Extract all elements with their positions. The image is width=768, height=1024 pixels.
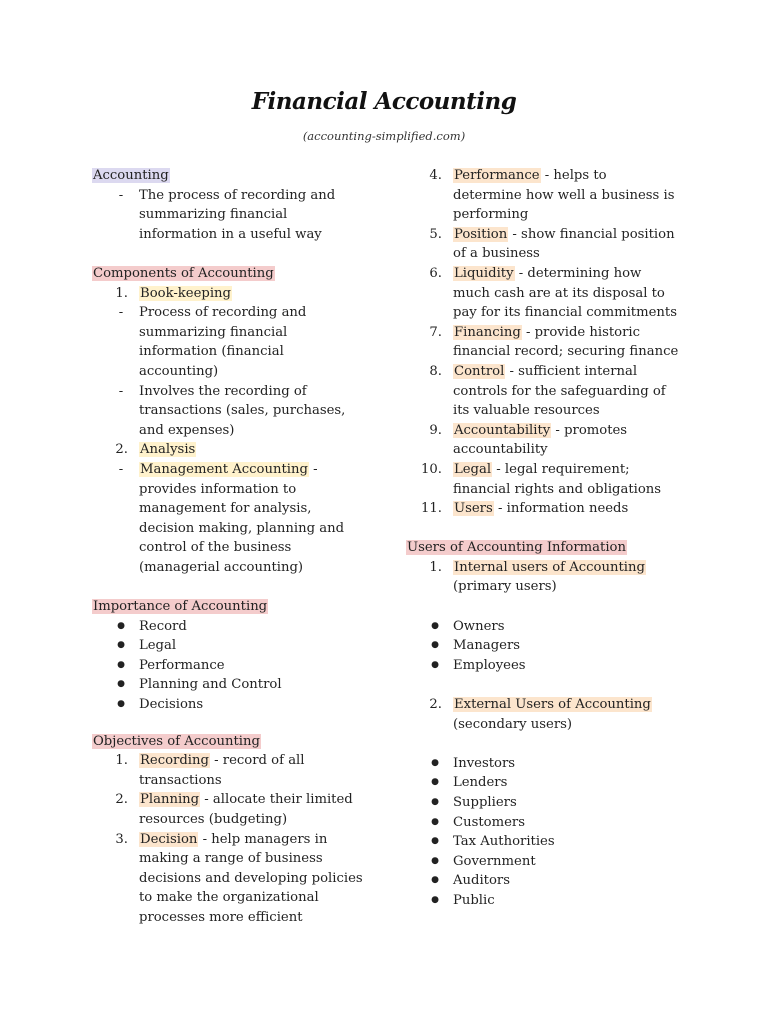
list-item: ● Public	[431, 892, 495, 908]
list-item-continuation: (secondary users)	[453, 716, 573, 732]
list-item: ● Decisions	[117, 697, 204, 713]
list-item-continuation: its valuable resources	[453, 403, 600, 419]
list-item-continuation: making a range of business	[139, 851, 323, 867]
dash-marker: -	[118, 187, 124, 203]
list-item-continuation: (managerial accounting)	[139, 559, 304, 575]
list-item-continuation: and expenses)	[139, 422, 235, 438]
list-item: ● Legal	[117, 638, 177, 654]
list-item-continuation: information in a useful way	[139, 226, 322, 242]
list-item-continuation: controls for the safeguarding of	[453, 383, 666, 399]
list-item: ● Performance	[117, 657, 225, 673]
list-item-continuation: management for analysis,	[139, 501, 312, 517]
list-item-continuation: transactions (sales, purchases,	[139, 403, 346, 419]
heading-accounting: Accounting	[93, 168, 169, 183]
list-item: 1. Book-keeping	[115, 285, 231, 301]
list-item-continuation: decision making, planning and	[139, 520, 345, 536]
right-column	[406, 166, 696, 911]
list-item-continuation: accountability	[453, 442, 548, 458]
list-item: 7. Financing - provide historic	[429, 324, 641, 340]
list-item-continuation: decisions and developing policies	[139, 870, 363, 886]
list-item-continuation: summarizing financial	[139, 207, 288, 223]
list-item: - Management Accounting -	[118, 461, 318, 477]
heading-components: Components of Accounting	[93, 265, 274, 281]
list-item: 3. Decision - help managers in	[115, 831, 328, 847]
list-item: ● Record	[92, 617, 382, 637]
list-item: 8. Control - sufficient internal	[429, 363, 638, 379]
list-item-continuation: determine how well a business is	[453, 187, 675, 203]
section-heading	[92, 166, 382, 186]
list-item: ● Government	[431, 853, 536, 869]
list-item: ● Employees	[431, 657, 526, 673]
list-item: ● Investors	[431, 755, 516, 771]
list-item: - Process of recording and	[118, 305, 307, 321]
left-column	[92, 166, 382, 928]
section-heading	[406, 538, 696, 558]
list-item-continuation: of a business	[453, 246, 540, 262]
heading-users: Users of Accounting Information	[407, 540, 626, 556]
list-item-continuation: transactions	[139, 772, 222, 788]
list-item: 10. Legal - legal requirement;	[421, 461, 630, 477]
list-item: 1. Recording - record of all	[115, 753, 305, 769]
list-item-continuation: provides information to	[139, 481, 297, 497]
list-item-continuation: (primary users)	[453, 579, 557, 595]
list-item: ● Owners	[431, 618, 505, 634]
heading-importance: Importance of Accounting	[93, 599, 268, 615]
page-subtitle: (accounting-simplified.com)	[302, 129, 466, 143]
list-item: 11. Users - information needs	[421, 501, 629, 517]
list-item: ● Customers	[431, 814, 525, 830]
section-heading	[92, 597, 382, 617]
list-item-continuation: summarizing financial	[139, 324, 288, 340]
list-item-continuation: financial rights and obligations	[453, 481, 662, 497]
list-item: 4. Performance - helps to	[429, 168, 607, 183]
page-title: Financial Accounting	[251, 88, 517, 115]
list-item-continuation: control of the business	[139, 540, 292, 556]
list-item: 1. Internal users of Accounting	[429, 559, 645, 575]
list-item: ● Suppliers	[431, 795, 517, 810]
list-item-continuation: performing	[453, 207, 529, 223]
list-item-continuation: financial record; securing finance	[453, 344, 679, 360]
bullet-marker: ●	[117, 620, 125, 631]
section-heading	[92, 264, 382, 284]
list-item: 2. External Users of Accounting	[429, 697, 651, 713]
list-item: ● Managers	[431, 638, 521, 654]
list-item: 6. Liquidity - determining how	[429, 265, 642, 281]
list-item-continuation: information (financial	[139, 344, 284, 360]
list-item-continuation: much cash are at its disposal to	[453, 285, 665, 301]
list-item: ● Lenders	[431, 775, 508, 791]
list-item-continuation: accounting)	[139, 363, 219, 379]
list-item-continuation: pay for its financial commitments	[453, 305, 677, 321]
list-item: ● Auditors	[431, 873, 510, 889]
list-item-continuation: resources (budgeting)	[139, 812, 288, 827]
list-item: 2. Planning - allocate their limited	[115, 792, 353, 808]
list-item: - The process of recording and	[92, 186, 382, 206]
list-item: 5. Position - show financial position	[429, 226, 675, 242]
section-heading	[92, 732, 382, 752]
list-item: - Involves the recording of	[118, 383, 307, 399]
list-item: 9. Accountability - promotes	[429, 422, 628, 438]
list-item: 2. Analysis	[115, 442, 196, 458]
list-item-continuation: to make the organizational	[139, 890, 319, 906]
list-item-continuation: processes more efficient	[139, 909, 303, 925]
heading-objectives: Objectives of Accounting	[93, 733, 260, 749]
list-item: ● Tax Authorities	[431, 834, 555, 850]
list-item: ● Planning and Control	[117, 677, 282, 693]
